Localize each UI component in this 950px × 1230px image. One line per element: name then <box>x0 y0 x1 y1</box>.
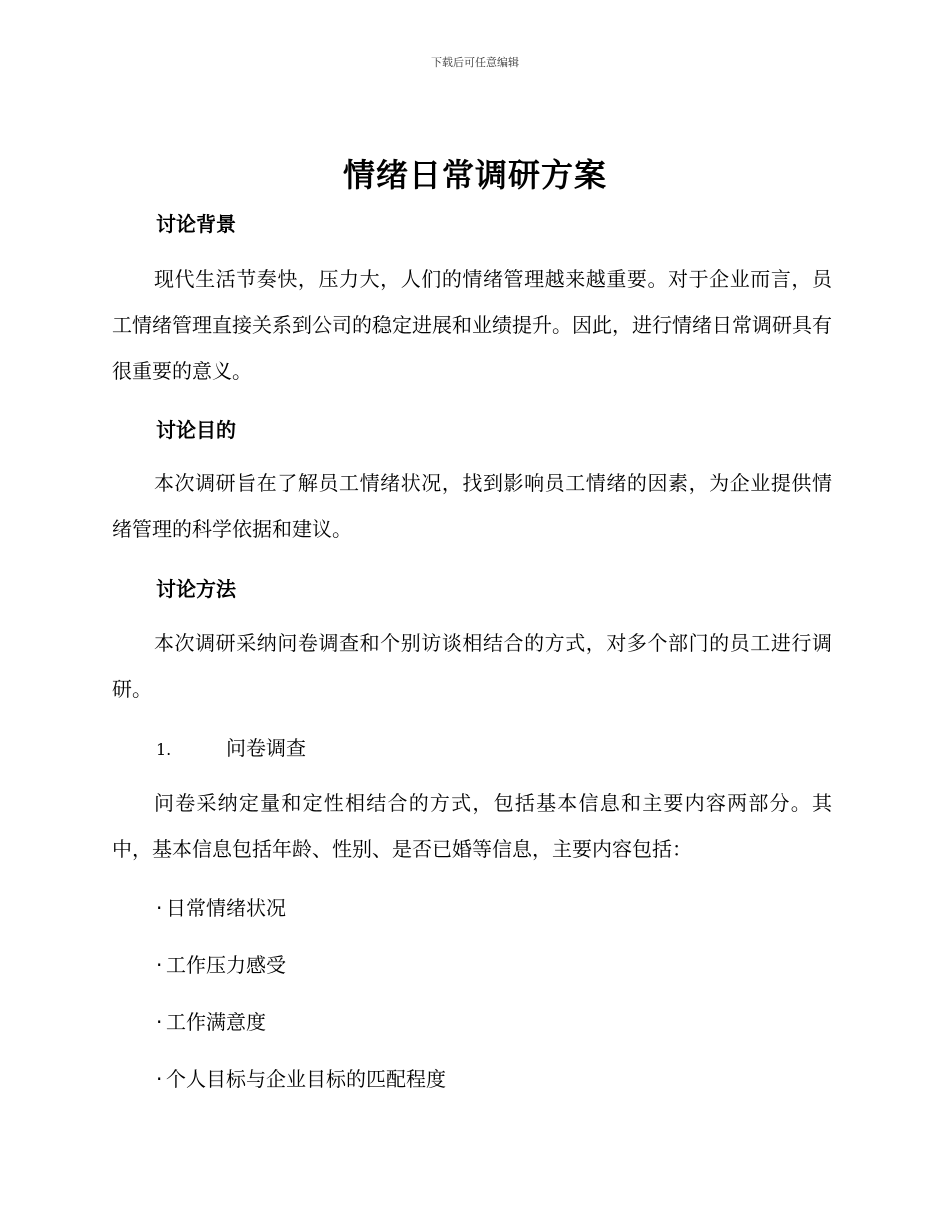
bullet-text: 工作满意度 <box>166 1010 266 1034</box>
item-number: 1. <box>156 740 172 759</box>
bullet-item <box>156 1063 446 1092</box>
item-label: 问卷调查 <box>226 736 306 760</box>
paragraph-method: 本次调研采纳问卷调查和个别访谈相结合的方式，对多个部门的员工进行调研。 <box>112 631 832 701</box>
numbered-item-questionnaire <box>156 732 306 761</box>
bullet-dot: · <box>156 1010 163 1034</box>
paragraph-purpose: 本次调研旨在了解员工情绪状况，找到影响员工情绪的因素，为企业提供情绪管理的科学依据和建议。 <box>112 471 832 541</box>
document-title: 情绪日常调研方案 <box>342 156 607 194</box>
bullet-dot: · <box>156 953 163 977</box>
bullet-dot: · <box>156 896 163 920</box>
section-heading-background: 讨论背景 <box>156 212 236 236</box>
bullet-item <box>156 892 286 921</box>
bullet-text: 工作压力感受 <box>166 953 286 977</box>
bullet-item <box>156 1006 266 1035</box>
paragraph-background: 现代生活节奏快，压力大，人们的情绪管理越来越重要。对于企业而言，员工情绪管理直接关系到公司的稳定进展和业绩提升。因此，进行情绪日常调研具有很重要的意义。 <box>112 267 832 383</box>
header-note: 下载后可任意编辑 <box>431 56 519 69</box>
section-heading-purpose: 讨论目的 <box>156 418 236 442</box>
bullet-text: 个人目标与企业目标的匹配程度 <box>166 1067 446 1091</box>
bullet-dot: · <box>156 1067 163 1091</box>
bullet-item <box>156 949 286 978</box>
paragraph-questionnaire: 问卷采纳定量和定性相结合的方式，包括基本信息和主要内容两部分。其中，基本信息包括年龄、性别、是否已婚等信息，主要内容包括： <box>112 791 832 861</box>
section-heading-method: 讨论方法 <box>156 577 236 601</box>
bullet-text: 日常情绪状况 <box>166 896 286 920</box>
